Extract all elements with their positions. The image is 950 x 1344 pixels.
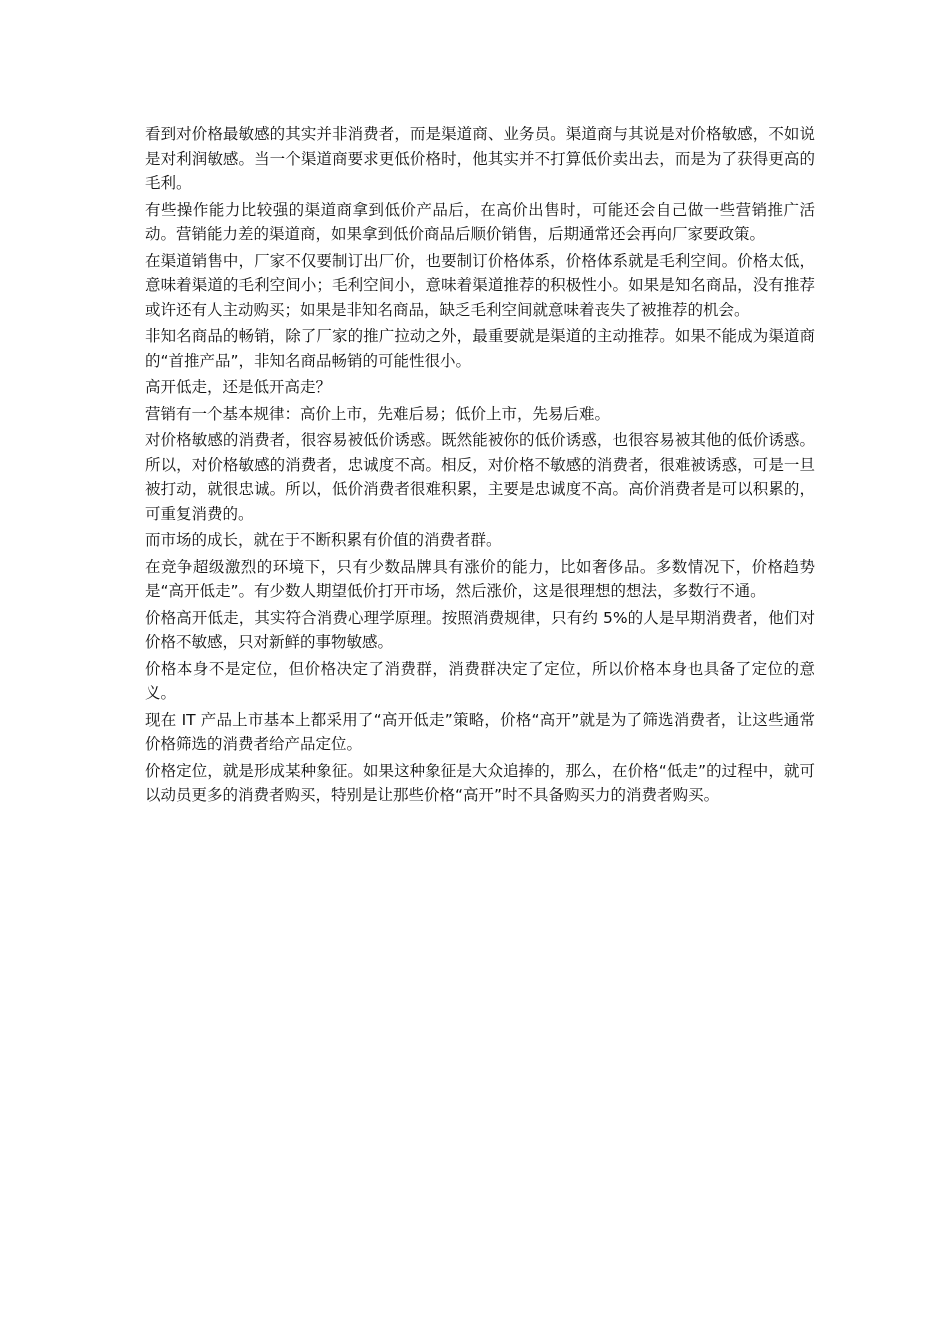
paragraph: 在竞争超级激烈的环境下，只有少数品牌具有涨价的能力，比如奢侈品。多数情况下，价格趋势是“高开低走”。有少数人期望低价打开市场，然后涨价，这是很理想的想法，多数行不通。 xyxy=(145,557,815,600)
section-question: 高开低走，还是低开高走？ xyxy=(145,378,332,396)
paragraph: 对价格敏感的消费者，很容易被低价诱惑。既然能被你的低价诱惑，也很容易被其他的低价诱惑。所以，对价格敏感的消费者，忠诚度不高。相反，对价格不敏感的消费者，很难被诱惑，可是一旦被打动，就很忠诚。所以，低价消费者很难积累，主要是忠诚度不高。高价消费者是可以积累的，可重复消费的。 xyxy=(145,431,815,523)
paragraph: 在渠道销售中，厂家不仅要制订出厂价，也要制订价格体系，价格体系就是毛利空间。价格太低，意味着渠道的毛利空间小；毛利空间小，意味着渠道推荐的积极性小。如果是知名商品，没有推荐或许还有人主动购买；如果是非知名商品，缺乏毛利空间就意味着丧失了被推荐的机会。 xyxy=(145,251,815,319)
paragraph: 价格高开低走，其实符合消费心理学原理。按照消费规律，只有约 5%的人是早期消费者，他们对价格不敏感，只对新鲜的事物敏感。 xyxy=(145,608,815,651)
paragraph: 营销有一个基本规律：高价上市，先难后易；低价上市，先易后难。 xyxy=(145,404,611,423)
paragraph: 非知名商品的畅销，除了厂家的推广拉动之外，最重要就是渠道的主动推荐。如果不能成为渠道商的“首推产品”，非知名商品畅销的可能性很小。 xyxy=(145,327,815,370)
paragraph: 价格定位，就是形成某种象征。如果这种象征是大众追捧的，那么，在价格“低走”的过程中，就可以动员更多的消费者购买，特别是让那些价格“高开”时不具备购买力的消费者购买。 xyxy=(145,761,815,804)
paragraph: 现在 IT 产品上市基本上都采用了“高开低走”策略，价格“高开”就是为了筛选消费者，让这些通常价格筛选的消费者给产品定位。 xyxy=(145,710,815,753)
paragraph: 而市场的成长，就在于不断积累有价值的消费者群。 xyxy=(145,531,502,549)
paragraph: 有些操作能力比较强的渠道商拿到低价产品后，在高价出售时，可能还会自己做一些营销推广活动。营销能力差的渠道商，如果拿到低价商品后顺价销售，后期通常还会再向厂家要政策。 xyxy=(145,200,815,243)
paragraph: 价格本身不是定位，但价格决定了消费群，消费群决定了定位，所以价格本身也具备了定位的意义。 xyxy=(145,659,815,702)
document-page xyxy=(145,122,815,810)
paragraph: 看到对价格最敏感的其实并非消费者，而是渠道商、业务员。渠道商与其说是对价格敏感，不如说是对利润敏感。当一个渠道商要求更低价格时，他其实并不打算低价卖出去，而是为了获得更高的毛利。 xyxy=(145,125,815,192)
